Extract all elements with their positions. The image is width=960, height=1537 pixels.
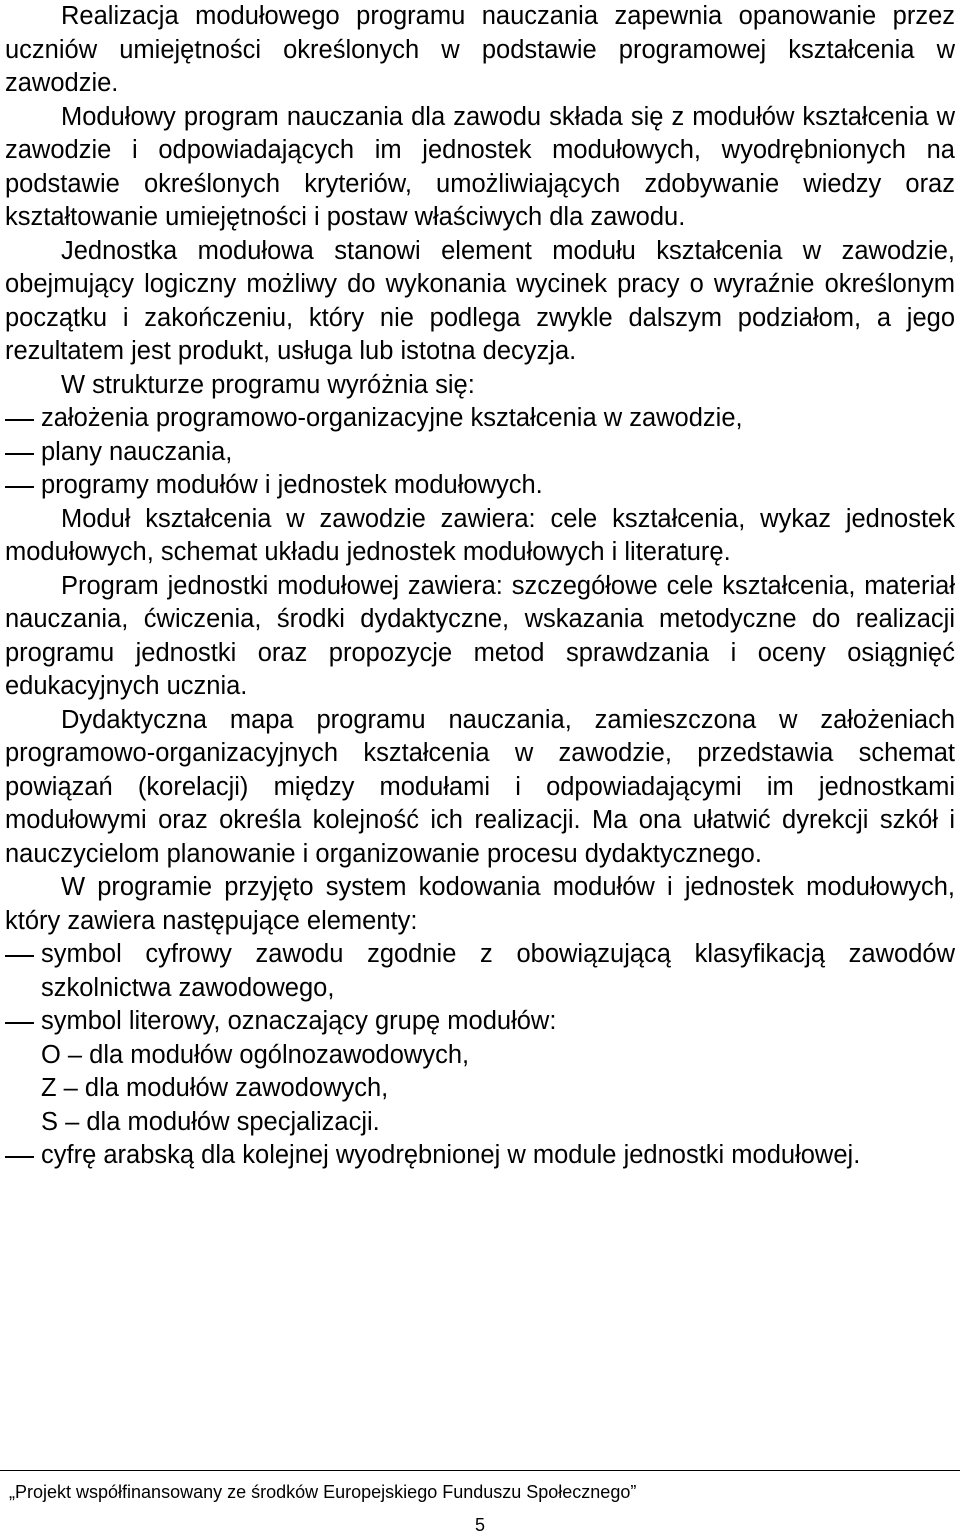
structure-list-item: założenia programowo-organizacyjne kształcenia w zawodzie, <box>5 402 955 436</box>
paragraph-unit-program: Program jednostki modułowej zawiera: szczegółowe cele kształcenia, materiał nauczania, ćwiczenia, środki dydaktyczne, wskazania metodyczne do realizacji programu jednostki oraz propozycje metod sprawdzania i oceny osiągnięć edukacyjnych ucznia. <box>5 571 955 700</box>
coding-list-item: symbol literowy, oznaczający grupę modułów: <box>5 1005 955 1039</box>
paragraph-coding-system: W programie przyjęto system kodowania modułów i jednostek modułowych, który zawiera następujące elementy: <box>5 873 955 935</box>
paragraph-intro: Realizacja modułowego programu nauczania zapewnia opanowanie przez uczniów umiejętności określonych w podstawie programowej kształcenia w zawodzie. <box>5 2 955 97</box>
coding-list-item: symbol cyfrowy zawodu zgodnie z obowiązującą klasyfikacją zawodów szkolnictwa zawodowego, <box>5 938 955 1005</box>
coding-sublist-item: O – dla modułów ogólnozawodowych, <box>41 1040 470 1069</box>
structure-list-item: plany nauczania, <box>5 436 955 470</box>
structure-list-item: programy modułów i jednostek modułowych. <box>5 469 955 503</box>
document-body <box>5 0 955 1173</box>
paragraph-module-contents: Moduł kształcenia w zawodzie zawiera: cele kształcenia, wykaz jednostek modułowych, schemat układu jednostek modułowych i literaturę. <box>5 504 955 566</box>
page-number: 5 <box>474 1515 485 1535</box>
coding-sublist-item: Z – dla modułów zawodowych, <box>41 1074 389 1102</box>
paragraph-structure-heading: W strukturze programu wyróżnia się: <box>61 370 475 399</box>
paragraph-module-unit: Jednostka modułowa stanowi element modułu kształcenia w zawodzie, obejmujący logiczny możliwy do wykonania wycinek pracy o wyraźnie określonym początku i zakończeniu, który nie podlega zwykle dalszym podziałom, a jego rezultatem jest produkt, usługa lub istotna decyzja. <box>5 236 955 365</box>
footer-divider <box>0 1470 960 1471</box>
coding-list-item: cyfrę arabską dla kolejnej wyodrębnionej w module jednostki modułowej. <box>5 1139 955 1173</box>
paragraph-modular-program: Modułowy program nauczania dla zawodu składa się z modułów kształcenia w zawodzie i odpowiadających im jednostek modułowych, wyodrębnionych na podstawie określonych kryteriów, umożliwiających zdobywanie wiedzy oraz kształtowanie umiejętności i postaw właściwych dla zawodu. <box>5 102 955 231</box>
coding-sublist-item: S – dla modułów specjalizacji. <box>41 1107 380 1136</box>
paragraph-didactic-map: Dydaktyczna mapa programu nauczania, zamieszczona w założeniach programowo-organizacyjnych kształcenia w zawodzie, przedstawia schemat powiązań (korelacji) między modułami i odpowiadającymi im jednostkami modułowymi oraz określa kolejność ich realizacji. Ma ona ułatwić dyrekcji szkół i nauczycielom planowanie i organizowanie procesu dydaktycznego. <box>5 705 955 868</box>
footer-text: „Projekt współfinansowany ze środków Europejskiego Funduszu Społecznego” <box>9 1482 637 1502</box>
